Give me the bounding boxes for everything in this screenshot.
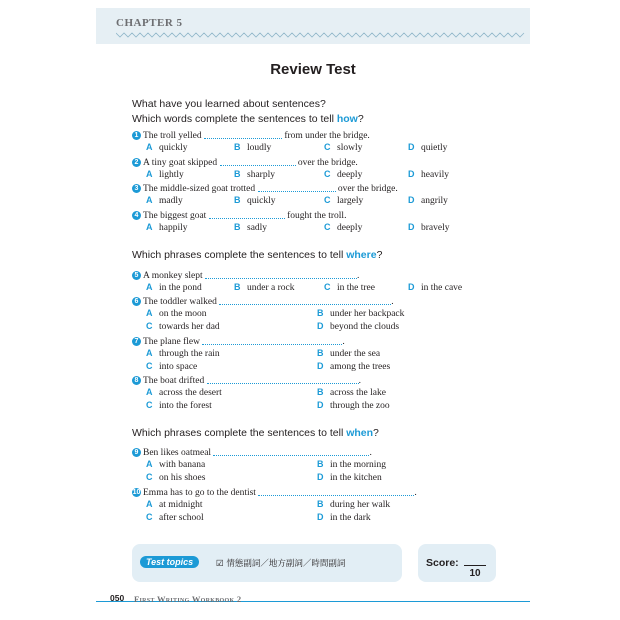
answer-option[interactable] <box>146 512 204 523</box>
option-text: into the forest <box>159 401 212 411</box>
option-letter: C <box>324 222 331 232</box>
question-ending: . <box>369 448 372 458</box>
option-letter: B <box>234 282 241 292</box>
option-letter: B <box>317 348 324 358</box>
score-total: 10 <box>464 565 486 579</box>
option-letter: B <box>234 195 241 205</box>
section-when-heading <box>132 427 379 439</box>
question-number-badge: 9 <box>132 448 141 457</box>
option-text: bravely <box>421 223 450 233</box>
question-8 <box>132 374 361 386</box>
option-letter: A <box>146 308 153 318</box>
answer-blank[interactable] <box>205 269 360 281</box>
question-ending: . <box>414 488 417 498</box>
question-number-badge: 5 <box>132 271 141 280</box>
option-letter: B <box>234 222 241 232</box>
option-text: quickly <box>159 143 188 153</box>
question-ending: over the bridge. <box>337 184 398 194</box>
option-text: quickly <box>247 196 276 206</box>
answer-option[interactable] <box>317 387 386 398</box>
question-number-badge: 7 <box>132 337 141 346</box>
section-where-heading <box>132 249 382 261</box>
answer-option[interactable] <box>317 321 399 332</box>
chapter-header-band <box>96 8 530 44</box>
answer-blank[interactable] <box>209 209 285 219</box>
option-text: across the lake <box>330 388 386 398</box>
option-letter: C <box>324 142 331 152</box>
question-2 <box>132 156 358 168</box>
answer-blank[interactable] <box>220 156 296 166</box>
answer-option[interactable] <box>324 222 362 233</box>
keyword-where: where <box>346 249 377 261</box>
option-text: during her walk <box>330 500 391 510</box>
test-topics-box <box>132 544 402 582</box>
question-5 <box>132 269 359 281</box>
option-letter: C <box>146 512 153 522</box>
answer-option[interactable] <box>317 472 382 483</box>
question-3 <box>132 182 398 194</box>
answer-option[interactable] <box>146 142 188 153</box>
score-label: Score: <box>426 557 459 569</box>
answer-option[interactable] <box>317 348 380 359</box>
option-text: largely <box>337 196 364 206</box>
option-letter: C <box>324 169 331 179</box>
question-stem: The plane flew <box>143 337 200 347</box>
option-text: among the trees <box>330 362 391 372</box>
option-letter: B <box>234 142 241 152</box>
answer-option[interactable] <box>146 459 205 470</box>
option-text: in the dark <box>330 513 371 523</box>
option-text: after school <box>159 513 204 523</box>
option-letter: C <box>324 195 331 205</box>
option-letter: C <box>146 361 153 371</box>
answer-option[interactable] <box>234 222 267 233</box>
section-when-prefix: Which phrases complete the sentences to tell <box>132 427 347 439</box>
option-text: into space <box>159 362 198 372</box>
answer-blank[interactable] <box>219 295 394 307</box>
workbook-page <box>96 8 530 612</box>
answer-blank[interactable] <box>207 374 359 384</box>
option-letter: B <box>317 308 324 318</box>
option-letter: A <box>146 348 153 358</box>
answer-option[interactable] <box>317 361 390 372</box>
question-10 <box>132 486 417 498</box>
option-text: in the pond <box>159 283 202 293</box>
question-stem: The boat drifted <box>143 376 205 386</box>
intro-line-2-suffix: ? <box>357 113 364 125</box>
answer-option[interactable] <box>408 282 462 293</box>
answer-option[interactable] <box>146 348 220 359</box>
option-letter: A <box>146 222 153 232</box>
question-number-badge: 2 <box>132 158 141 167</box>
option-text: on his shoes <box>159 473 206 483</box>
option-text: with banana <box>159 460 206 470</box>
option-text: sadly <box>247 223 268 233</box>
answer-option[interactable] <box>324 169 362 180</box>
option-letter: D <box>408 142 415 152</box>
answer-blank[interactable] <box>213 446 372 458</box>
question-6 <box>132 295 394 307</box>
option-text: quietly <box>421 143 448 153</box>
answer-option[interactable] <box>408 195 448 206</box>
answer-blank[interactable] <box>202 335 345 347</box>
score-box <box>418 544 496 582</box>
intro-line-2 <box>132 112 364 127</box>
question-ending: fought the troll. <box>287 211 347 221</box>
chapter-label: CHAPTER 5 <box>116 17 183 29</box>
answer-option[interactable] <box>146 308 207 319</box>
keyword-when: when <box>346 427 374 439</box>
answer-option[interactable] <box>146 387 222 398</box>
option-text: under the sea <box>330 349 381 359</box>
option-text: angrily <box>421 196 448 206</box>
option-letter: D <box>317 361 324 371</box>
answer-option[interactable] <box>146 400 212 411</box>
option-text: under her backpack <box>330 309 405 319</box>
option-text: slowly <box>337 143 363 153</box>
answer-option[interactable] <box>234 282 294 293</box>
option-letter: A <box>146 459 153 469</box>
answer-option[interactable] <box>146 222 188 233</box>
option-letter: B <box>234 169 241 179</box>
question-ending: over the bridge. <box>297 158 358 168</box>
option-letter: A <box>146 142 153 152</box>
section-when-suffix: ? <box>373 427 379 439</box>
option-letter: B <box>317 459 324 469</box>
option-letter: D <box>317 400 324 410</box>
page-title: Review Test <box>270 61 356 78</box>
option-letter: B <box>317 499 324 509</box>
answer-option[interactable] <box>317 499 390 510</box>
option-text: beyond the clouds <box>330 322 400 332</box>
answer-option[interactable] <box>146 282 202 293</box>
answer-blank[interactable] <box>258 486 417 498</box>
question-ending: . <box>342 337 345 347</box>
question-number-badge: 1 <box>132 131 141 140</box>
option-text: on the moon <box>159 309 207 319</box>
option-text: loudly <box>247 143 272 153</box>
intro-text <box>132 97 364 127</box>
question-number-badge: 8 <box>132 376 141 385</box>
question-stem: A tiny goat skipped <box>143 158 218 168</box>
intro-line-1: What have you learned about sentences? <box>132 98 326 110</box>
option-letter: D <box>317 512 324 522</box>
option-letter: C <box>146 400 153 410</box>
question-ending: from under the bridge. <box>284 131 370 141</box>
option-letter: D <box>408 169 415 179</box>
question-number-badge: 10 <box>132 489 141 496</box>
question-stem: The toddler walked <box>143 297 217 307</box>
question-stem: The biggest goat <box>143 211 207 221</box>
question-ending: . <box>391 297 394 307</box>
option-text: through the rain <box>159 349 220 359</box>
option-text: in the tree <box>337 283 375 293</box>
option-text: at midnight <box>159 500 203 510</box>
option-text: across the desert <box>159 388 222 398</box>
answer-option[interactable] <box>146 472 205 483</box>
option-text: in the cave <box>421 283 463 293</box>
answer-option[interactable] <box>408 169 449 180</box>
question-ending: . <box>358 376 361 386</box>
option-letter: B <box>317 387 324 397</box>
answer-option[interactable] <box>317 308 404 319</box>
test-topics-tag: Test topics <box>140 556 199 568</box>
question-number-badge: 4 <box>132 211 141 220</box>
option-letter: D <box>408 282 415 292</box>
answer-blank[interactable] <box>258 182 336 192</box>
question-stem: Emma has to go to the dentist <box>143 488 256 498</box>
option-text: in the morning <box>330 460 386 470</box>
option-text: lightly <box>159 170 184 180</box>
option-text: towards her dad <box>159 322 220 332</box>
answer-option[interactable] <box>146 499 203 510</box>
answer-option[interactable] <box>146 361 197 372</box>
option-letter: D <box>317 472 324 482</box>
option-letter: D <box>317 321 324 331</box>
answer-option[interactable] <box>234 169 275 180</box>
question-stem: A monkey slept <box>143 271 203 281</box>
option-letter: C <box>324 282 331 292</box>
option-letter: D <box>408 222 415 232</box>
section-where-prefix: Which phrases complete the sentences to tell <box>132 249 347 261</box>
answer-option[interactable] <box>324 282 375 293</box>
question-number-badge: 3 <box>132 184 141 193</box>
question-1 <box>132 129 370 141</box>
question-7 <box>132 335 345 347</box>
option-letter: C <box>146 472 153 482</box>
answer-option[interactable] <box>408 222 450 233</box>
section-where-suffix: ? <box>376 249 383 261</box>
intro-line-2-prefix: Which words complete the sentences to tell <box>132 113 337 125</box>
book-title: First Writing Workbook 2 <box>134 594 242 604</box>
question-stem: Ben likes oatmeal <box>143 448 212 458</box>
score-fraction <box>464 552 486 579</box>
option-text: through the zoo <box>330 401 390 411</box>
option-letter: A <box>146 499 153 509</box>
keyword-how: how <box>336 113 358 125</box>
answer-option[interactable] <box>146 195 183 206</box>
answer-option[interactable] <box>317 400 390 411</box>
option-text: heavily <box>421 170 449 180</box>
question-4 <box>132 209 346 221</box>
option-text: under a rock <box>247 283 295 293</box>
answer-option[interactable] <box>317 459 386 470</box>
option-letter: A <box>146 387 153 397</box>
question-number-badge: 6 <box>132 297 141 306</box>
answer-option[interactable] <box>317 512 371 523</box>
answer-option[interactable] <box>324 195 363 206</box>
zigzag-divider <box>116 32 526 38</box>
answer-option[interactable] <box>234 142 271 153</box>
option-text: madly <box>159 196 183 206</box>
answer-option[interactable] <box>146 169 184 180</box>
option-text: happily <box>159 223 188 233</box>
answer-option[interactable] <box>324 142 362 153</box>
answer-option[interactable] <box>234 195 276 206</box>
option-letter: A <box>146 169 153 179</box>
option-letter: A <box>146 282 153 292</box>
answer-blank[interactable] <box>204 129 282 139</box>
test-topics-text: ☑ 情態副詞／地方副詞／時間副詞 <box>216 559 346 569</box>
question-ending: . <box>357 271 360 281</box>
question-9 <box>132 446 372 458</box>
answer-option[interactable] <box>146 321 220 332</box>
option-text: in the kitchen <box>330 473 382 483</box>
option-letter: D <box>408 195 415 205</box>
question-stem: The troll yelled <box>143 131 202 141</box>
option-text: deeply <box>337 170 363 180</box>
option-text: deeply <box>337 223 363 233</box>
option-letter: C <box>146 321 153 331</box>
option-text: sharply <box>247 170 275 180</box>
page-number: 050 <box>110 593 125 603</box>
answer-option[interactable] <box>408 142 447 153</box>
option-letter: A <box>146 195 153 205</box>
question-stem: The middle-sized goat trotted <box>143 184 256 194</box>
